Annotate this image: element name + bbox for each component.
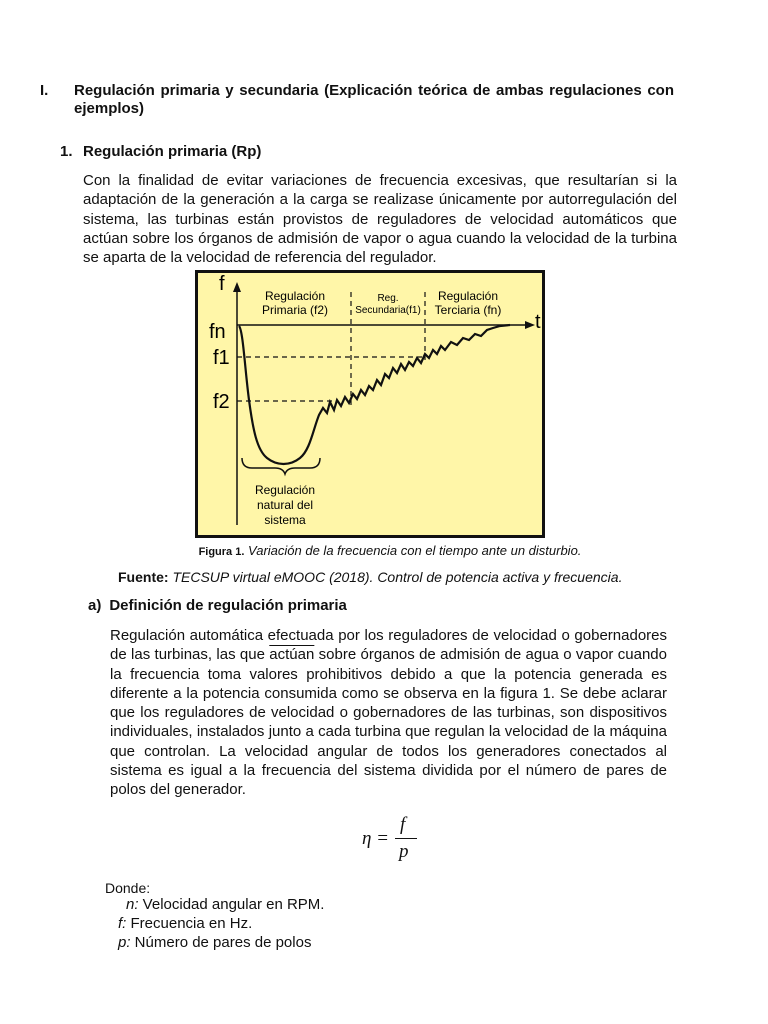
formula-lhs: η = bbox=[362, 828, 389, 849]
definition-f bbox=[118, 914, 324, 933]
formula-denominator: p bbox=[399, 841, 409, 862]
donde-label: Donde: bbox=[105, 880, 151, 896]
paragraph-definition bbox=[110, 626, 667, 800]
paragraph-intro: Con la finalidad de evitar variaciones de frecuencia excesivas, que resultarían si la adaptación de la generación a la carga se realizase únicamente por autorregulación del sistema, las turbinas están provistos de reguladores de velocidad automáticos que actúan sobre los órganos de admisión de vapor o agua cuando la velocidad de la turbina se aparta de la velocidad de referencia del regulador. bbox=[83, 172, 677, 267]
axis-f-label: f bbox=[219, 273, 225, 295]
overlined-word: actúan bbox=[269, 646, 315, 664]
definition-var: p: bbox=[118, 934, 131, 951]
definition-text: Frecuencia en Hz. bbox=[126, 915, 253, 932]
definition-text: Número de pares de polos bbox=[130, 934, 312, 951]
frequency-figure bbox=[195, 270, 545, 538]
fraction-bar bbox=[395, 838, 417, 839]
formula bbox=[362, 814, 432, 864]
caption-label: Figura 1. bbox=[198, 546, 245, 558]
natural-regulation-label-3: sistema bbox=[264, 513, 306, 527]
source-label: Fuente: bbox=[118, 569, 169, 585]
subsection-label: a) bbox=[88, 597, 102, 614]
definition-p bbox=[118, 933, 324, 952]
axis-t-label: t bbox=[535, 311, 541, 333]
definition-var: n: bbox=[126, 896, 139, 913]
natural-regulation-label-2: natural del bbox=[256, 498, 314, 512]
subsection-number: 1. bbox=[60, 143, 73, 160]
formula-numerator: f bbox=[400, 814, 406, 835]
f2-label: f2 bbox=[213, 391, 230, 413]
natural-regulation-label-1: Regulación bbox=[254, 483, 316, 497]
definition-var: f: bbox=[118, 915, 127, 932]
paragraph-definition-part-2: sobre órganos de admisión de agua o vapor cuando la frecuencia toma valores prohibitivos debido a que la potencia generada es diferente a la potencia consumida como se observa en la figura 1. Se debe aclarar que los reguladores de velocidad o gobernadores de las turbinas, son dispositivos individuales, instalados junto a cada turbina que regulan la velocidad de la máquina que controlan. La velocidad angular de todos los generadores conectados al sistema es igual a la frecuencia del sistema dividida por el número de pares de polos del generador. bbox=[110, 646, 667, 799]
zone-secondary-label-1: Reg. bbox=[377, 293, 399, 304]
zone-primary-label-1: Regulación bbox=[264, 289, 326, 303]
subsection-a-title: Definición de regulación primaria bbox=[109, 597, 347, 614]
section-number: I. bbox=[40, 82, 49, 99]
paragraph-definition-part-1: Regulación automática efectuada por los reguladores de velocidad o gobernadores de las turbinas, las que bbox=[110, 627, 667, 664]
zone-tertiary-label-2: Terciaria (fn) bbox=[434, 303, 502, 317]
definition-text: Velocidad angular en RPM. bbox=[138, 896, 325, 913]
definition-n bbox=[118, 895, 324, 914]
figure-source bbox=[118, 569, 622, 585]
figure-caption bbox=[160, 543, 620, 558]
source-text: TECSUP virtual eMOOC (2018). Control de potencia activa y frecuencia. bbox=[172, 569, 623, 585]
zone-primary-label-2: Primaria (f2) bbox=[261, 303, 329, 317]
f1-label: f1 bbox=[213, 347, 230, 369]
variable-definitions bbox=[118, 895, 324, 952]
caption-text: Variación de la frecuencia con el tiempo ante un disturbio. bbox=[248, 543, 582, 558]
zone-secondary-label-2: Secundaria(f1) bbox=[355, 305, 421, 316]
subsection-title: Regulación primaria (Rp) bbox=[83, 143, 262, 160]
section-title: Regulación primaria y secundaria (Explicación teórica de ambas regulaciones con ejemplos) bbox=[74, 82, 674, 117]
fn-label: fn bbox=[209, 321, 226, 343]
zone-tertiary-label-1: Regulación bbox=[437, 289, 499, 303]
subsection-heading-a bbox=[88, 597, 347, 614]
